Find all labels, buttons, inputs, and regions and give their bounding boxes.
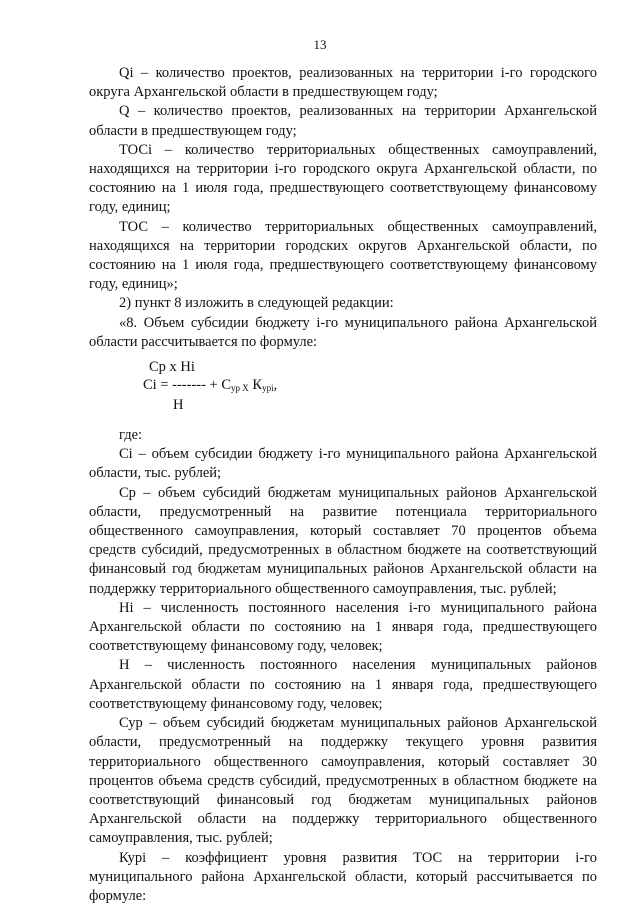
paragraph-tos: ТОС – количество территориальных общественных самоуправлений, находящихся на территории городских округов Архангельской области, по состоянию на 1 июля года, предшествующего соответствующему финансовому году, единиц»;	[89, 218, 597, 293]
formula-numerator: Cp x Hi	[149, 359, 195, 376]
paragraph-q: Q – количество проектов, реализованных на территории Архангельской области в предшествующем году;	[89, 103, 597, 139]
formula-k: К	[248, 377, 263, 394]
page-number: 13	[313, 37, 327, 52]
formula-left: Ci = ------- + С	[143, 377, 232, 394]
paragraph-item-2: 2) пункт 8 изложить в следующей редакции:	[119, 295, 394, 312]
formula-sub-uri: урi	[262, 383, 274, 394]
subsidy-formula	[89, 356, 597, 414]
paragraph-cur: Сур – объем субсидий бюджетам муниципальных районов Архангельской области, предусмотренный на поддержку текущего уровня развития территориального общественного самоуправления, который составляет 30 процентов объема средств субсидий, предусмотренных в областном бюджете на соответствующий финансовый год бюджетам муниципальных районов Архангельской области на поддержку территориального общественного самоуправления, тыс. рублей;	[89, 715, 597, 847]
paragraph-kuri: Курi – коэффициент уровня развития ТОС на территории i-го муниципального района Архангельской области, который рассчитывается по формуле:	[89, 849, 597, 904]
paragraph-hi: Hi – численность постоянного населения i-го муниципального района Архангельской области по состоянию на 1 января года, предшествующего соответствующему финансовому году, человек;	[89, 599, 597, 655]
paragraph-qi: Qi – количество проектов, реализованных на территории i-го городского округа Архангельской области в предшествующем году;	[89, 65, 597, 101]
document-body	[89, 64, 597, 906]
paragraph-item-8: «8. Объем субсидии бюджету i-го муниципального района Архангельской области рассчитывается по формуле:	[89, 314, 597, 350]
paragraph-ci: Ci – объем субсидии бюджету i-го муниципального района Архангельской области, тыс. рублей;	[89, 446, 597, 482]
paragraph-cp: Cp – объем субсидий бюджетам муниципальных районов Архангельской области, предусмотренный на развитие потенциала территориального общественного самоуправления, который составляет 70 процентов объема средств субсидий, предусмотренных в областном бюджете на соответствующий финансовый год бюджетам муниципальных районов Архангельской области на поддержку территориального общественного самоуправления, тыс. рублей;	[89, 484, 597, 597]
formula-sub-ur: ур X	[231, 383, 249, 394]
paragraph-where: где:	[119, 427, 143, 444]
formula-tail: ,	[273, 377, 278, 394]
formula-main-line	[143, 376, 277, 398]
paragraph-tosi: ТОСi – количество территориальных общественных самоуправлений, находящихся на территории i-го городского округа Архангельской области, по состоянию на 1 июля года, предшествующего соответствующему финансовому году, единиц;	[89, 141, 597, 216]
formula-denominator: H	[173, 397, 184, 414]
paragraph-h: H – численность постоянного населения муниципальных районов Архангельской области по состоянию на 1 января года, предшествующего соответствующему финансовому году, человек;	[89, 657, 597, 712]
